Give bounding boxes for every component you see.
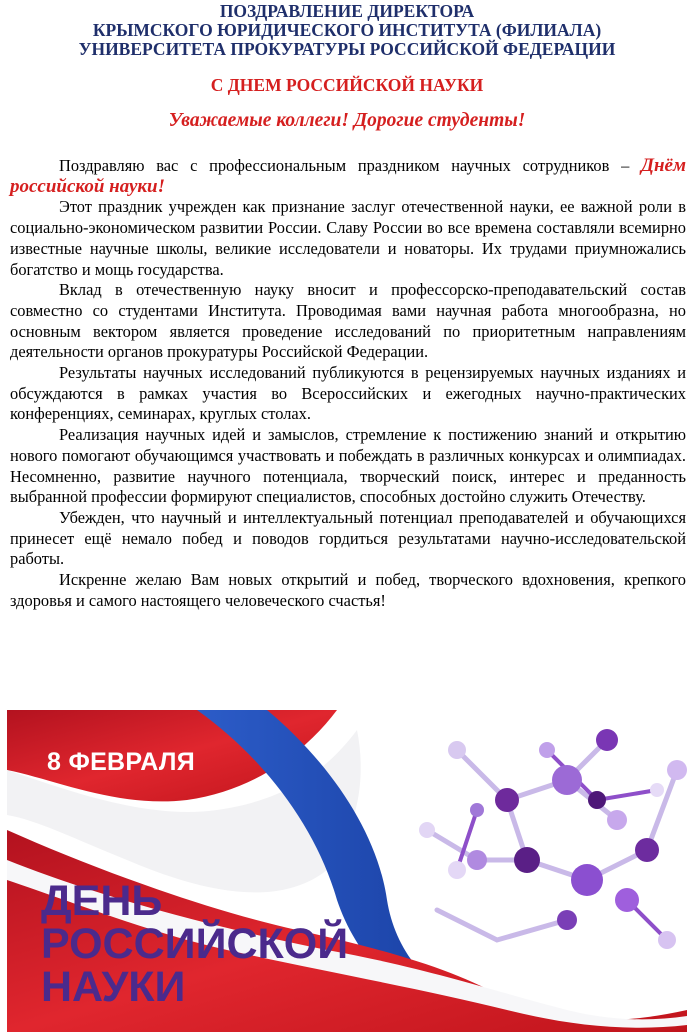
paragraph-4: Результаты научных исследований публикуются в рецензируемых научных изданиях и обсуждаются в рамках участия во Всероссийских и ежегодных научно-практических конференциях, семинарах, круглых столах. [10, 363, 686, 424]
greeting: Уважаемые коллеги! Дорогие студенты! [168, 110, 526, 131]
paragraph-3: Вклад в отечественную науку вносит и профессорско-преподавательский состав совместно со студентами Института. Проводимая вами научная работа многообразна, но основным вектором является проведение исследований по приоритетным направлениям деятельности органов прокуратуры Российской Федерации. [10, 280, 686, 362]
paragraph-1-text: Поздравляю вас с профессиональным праздником научных сотрудников – [59, 156, 642, 175]
banner-title-line-2: РОССИЙСКОЙ [41, 920, 349, 968]
date-label: 8 ФЕВРАЛЯ [47, 748, 195, 776]
header-line-3: УНИВЕРСИТЕТА ПРОКУРАТУРЫ РОССИЙСКОЙ ФЕДЕРАЦИИ [78, 39, 616, 59]
header [0, 2, 694, 59]
banner-title-line-1: ДЕНЬ [41, 877, 163, 925]
letter-body [10, 156, 686, 611]
subtitle: С ДНЕМ РОССИЙСКОЙ НАУКИ [210, 75, 484, 95]
paragraph-6: Убежден, что научный и интеллектуальный потенциал преподавателей и обучающихся принесет ещё немало побед и поводов гордиться результатами научно-исследовательской работы. [10, 507, 686, 569]
holiday-highlight: Днём российской науки! [10, 155, 686, 197]
paragraph-2: Этот праздник учрежден как признание заслуг отечественной науки, ее важной роли в социально-экономическом развитии России. Славу России во все времена составляли всемирно известные научные школы, великие исследователи и новаторы. Их трудами приумножались богатство и мощь государства. [10, 197, 686, 279]
molecule-graphic [419, 729, 687, 949]
banner-title-line-3: НАУКИ [41, 963, 186, 1011]
paragraph-7: Искренне желаю Вам новых открытий и побед, творческого вдохновения, крепкого здоровья и самого настоящего человеческого счастья! [10, 570, 686, 610]
paragraph-5: Реализация научных идей и замыслов, стремление к постижению знаний и открытию нового помогают обучающимся участвовать и побеждать в различных конкурсах и олимпиадах. Несомненно, развитие научного потенциала, творческий поиск, интерес и преданность выбранной профессии формируют специалистов, способных достойно служить Отечеству. [10, 425, 686, 507]
paragraph-1 [10, 156, 686, 197]
banner-title [41, 877, 349, 1011]
science-day-banner [7, 710, 687, 1032]
document-page [0, 0, 694, 132]
header-line-2: КРЫМСКОГО ЮРИДИЧЕСКОГО ИНСТИТУТА (ФИЛИАЛА) [92, 20, 602, 40]
header-line-1: ПОЗДРАВЛЕНИЕ ДИРЕКТОРА [219, 1, 475, 21]
